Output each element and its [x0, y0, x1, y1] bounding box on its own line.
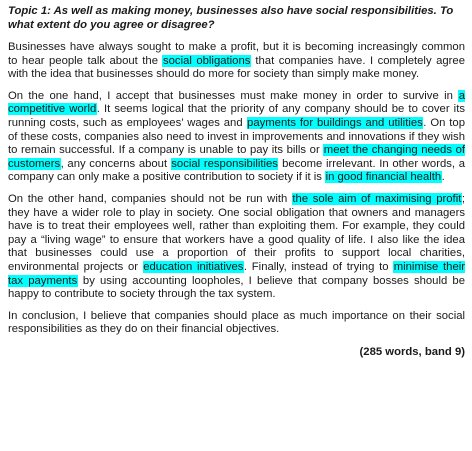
highlighted-phrase: social obligations [162, 54, 251, 67]
paragraph-text: . It seems logical that the priority of any company should be to cover its running costs, such as employees’ wages and [8, 103, 465, 129]
essay-topic: Topic 1: As well as making money, businesses also have social responsibilities. To what extent do you agree or disagree? [8, 5, 454, 31]
paragraph-text: In conclusion, I believe that companies should place as much importance on their social responsibilities as they do on their financial objectives. [8, 309, 465, 336]
paragraph-text: that companies have. I completely agree with the idea that businesses should do more for society than simply make money. [8, 54, 465, 81]
paragraph-text: On the one hand, I accept that businesses must make money in order to survive in [8, 89, 459, 102]
highlighted-phrase: meet the changing needs of customers [8, 144, 465, 170]
highlighted-phrase: social responsibilities [171, 157, 278, 170]
essay-paragraph-4 [8, 310, 465, 337]
highlighted-phrase: the sole aim of maximising profit [292, 192, 462, 205]
paragraph-text: On the other hand, companies should not be run with [8, 192, 292, 205]
essay-paragraph-1 [8, 41, 465, 82]
essay-body [8, 41, 465, 337]
highlighted-phrase: payments for buildings and utilities [247, 116, 423, 129]
highlighted-phrase: a competitive world [8, 89, 465, 116]
paragraph-text: . Finally, instead of trying to [243, 260, 394, 273]
paragraph-text: . On top of these costs, companies also need to invest in improvements and innovations if they wish to remain successful. If a company is unable to pay its bills or [8, 116, 465, 157]
essay-paragraph-3 [8, 193, 465, 302]
paragraph-text: become irrelevant. In other words, a company can only make a positive contribution to society if it is [8, 157, 465, 184]
paragraph-text: by using accounting loopholes, I believe that company bosses should be happy to contribute to society through the tax system. [8, 274, 465, 301]
essay-paragraph-2 [8, 90, 465, 185]
paragraph-text: . [441, 171, 445, 184]
word-count-band: (285 words, band 9) [359, 345, 465, 358]
highlighted-phrase: minimise their tax payments [8, 260, 465, 287]
paragraph-text: Businesses have always sought to make a profit, but it is becoming increasingly common to hear people talk about the [8, 41, 465, 67]
highlighted-phrase: in good financial health [325, 171, 442, 184]
paragraph-text: , any concerns about [60, 157, 171, 170]
highlighted-phrase: education initiatives [143, 260, 244, 273]
paragraph-text: ; they have a wider role to play in society. One social obligation that owners and managers have is to treat their employees well, rather than exploiting them. For example, they could pay a “living wage” to ensure that workers have a good quality of life. I also like the idea that businesses could use a proportion of their profits to support local charities, environmental projects or [8, 192, 465, 273]
